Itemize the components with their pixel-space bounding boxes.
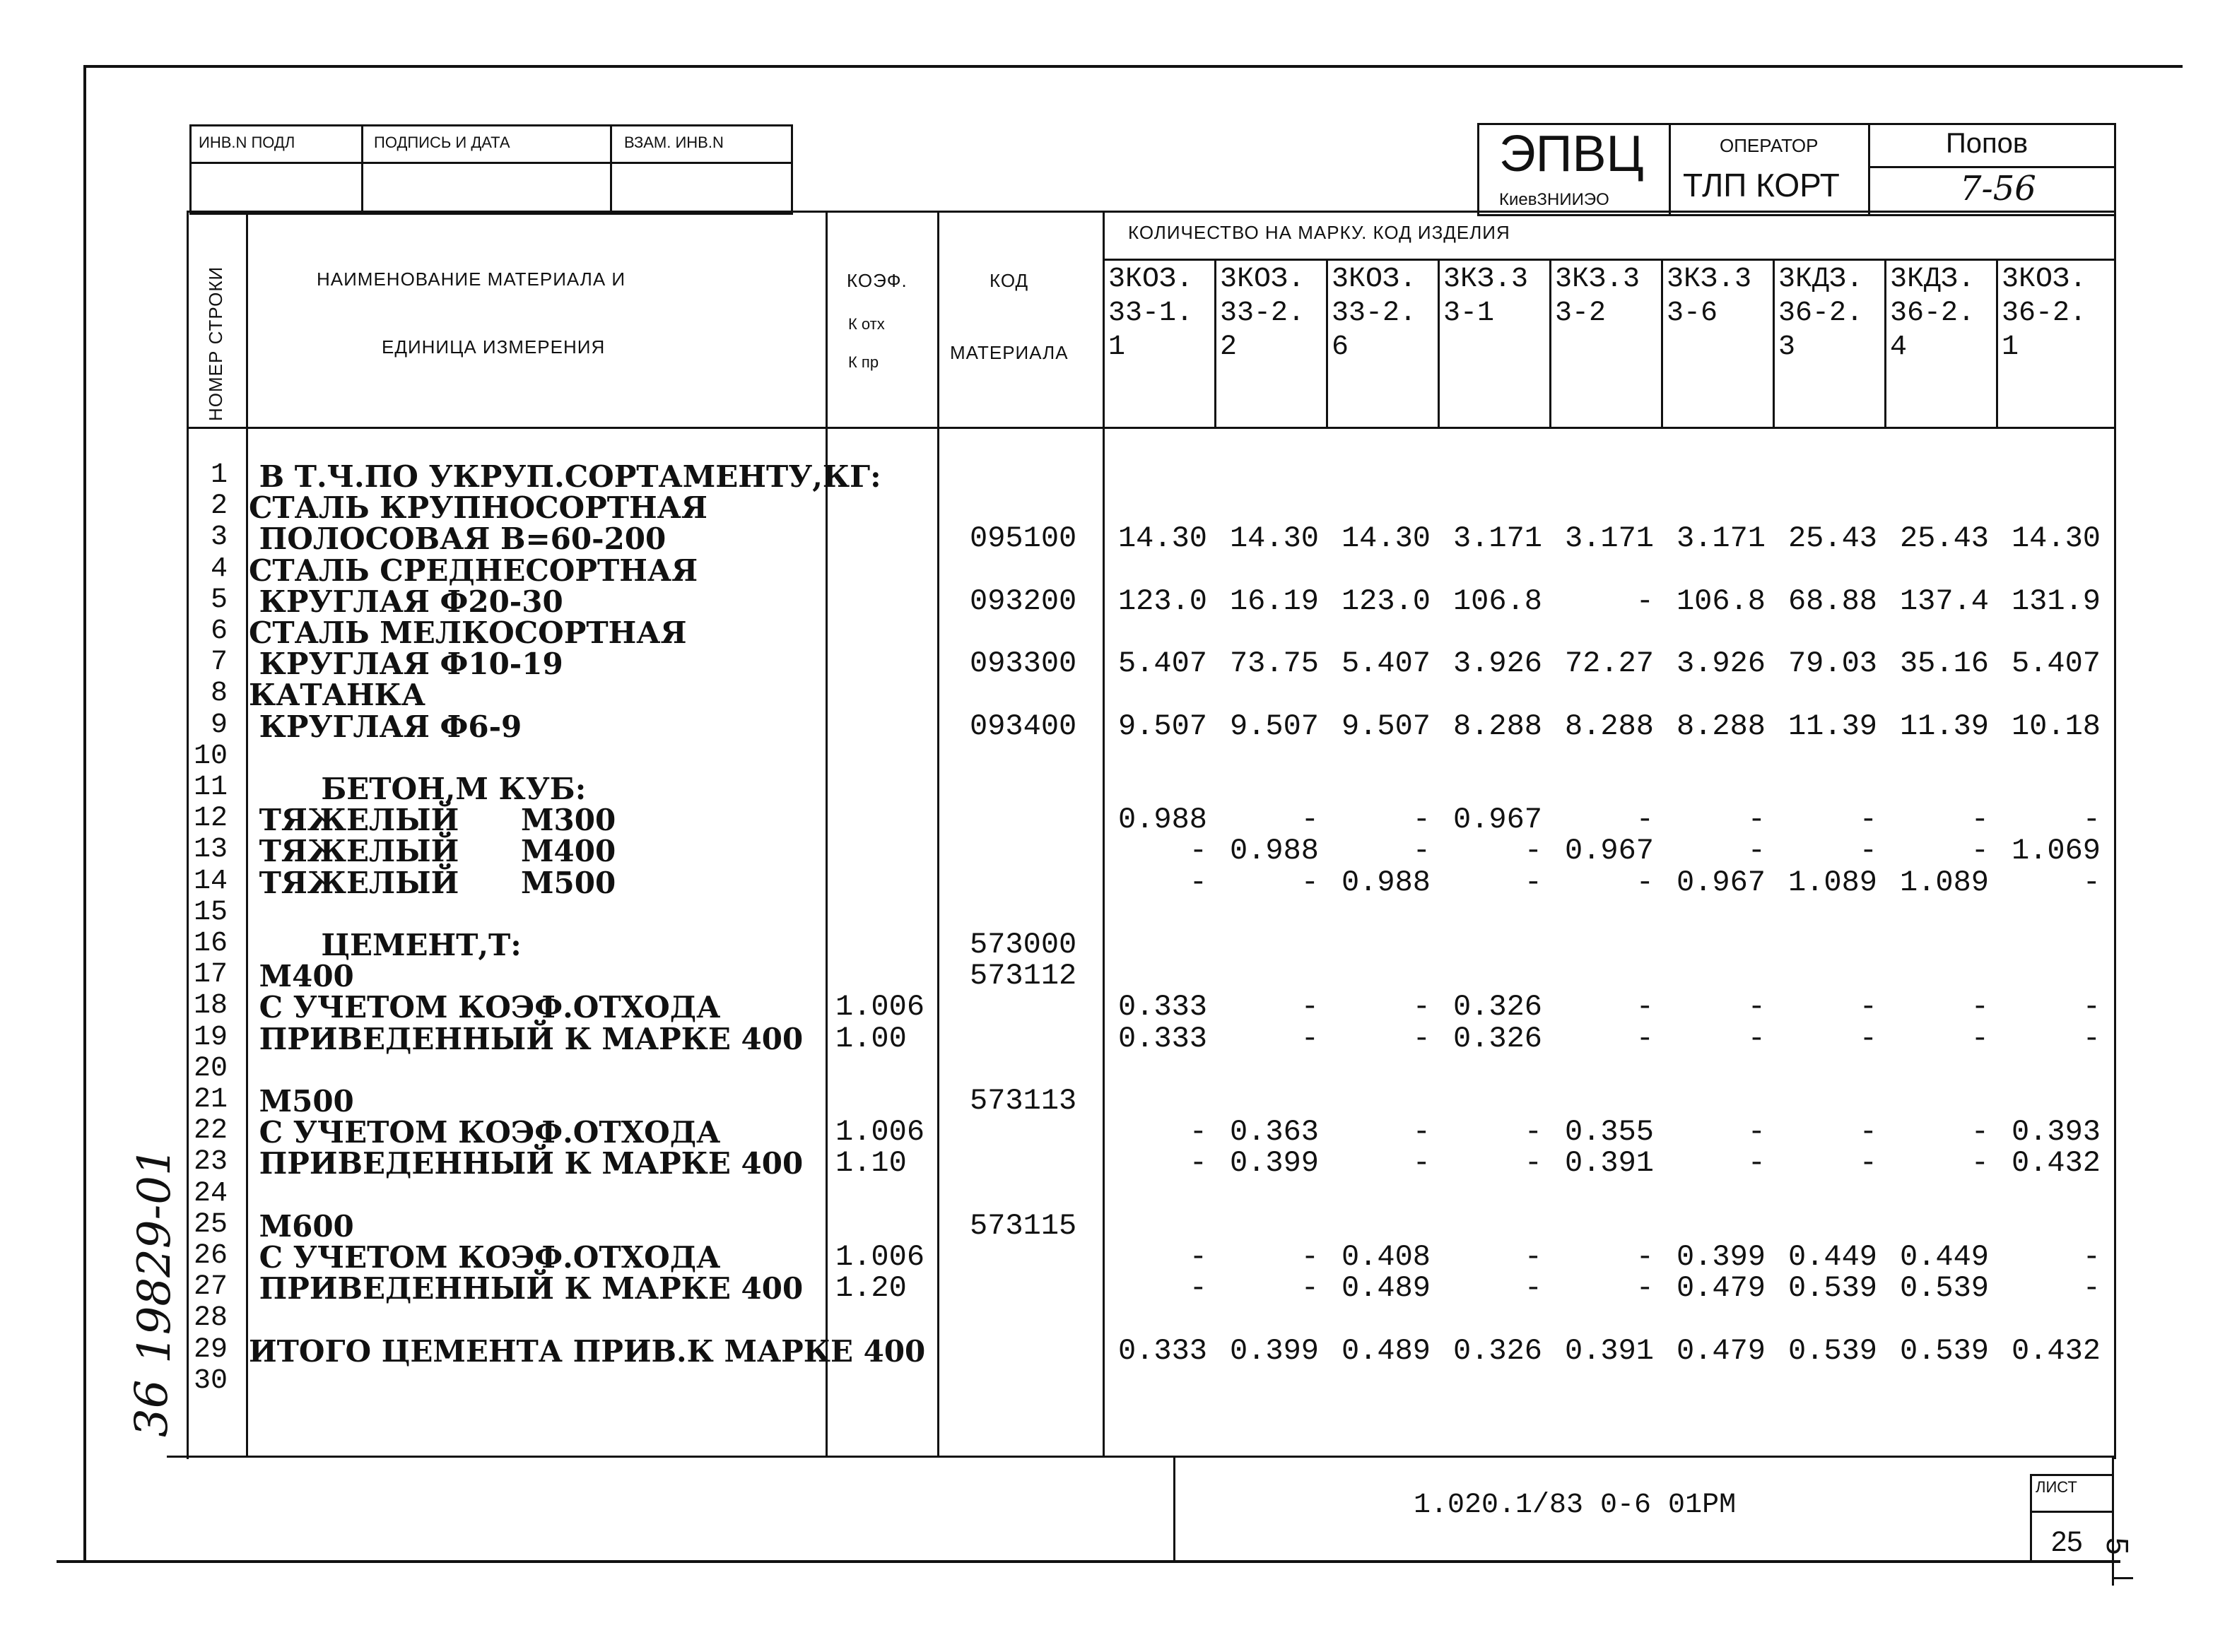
coef-header-1: КОЭФ. [847, 270, 908, 291]
quantity-cell: - [2082, 803, 2101, 837]
quantity-cell: 0.326 [1452, 990, 1542, 1024]
header-bottom-rule [187, 427, 2114, 429]
coefficient-value: 1.20 [835, 1271, 907, 1305]
quantity-cell: - [1300, 803, 1319, 837]
col-sep-q7 [1884, 259, 1886, 428]
org-sub: КиевЗНИИЭО [1499, 190, 1609, 209]
stamp-cell-replace: ВЗАМ. ИНВ.N [624, 134, 724, 151]
quantity-cell: - [1412, 1146, 1431, 1180]
row-number: 28 [193, 1302, 228, 1334]
row-number: 22 [193, 1115, 228, 1147]
quantity-cell: - [1859, 803, 1877, 837]
material-code: 093200 [970, 584, 1077, 618]
stamp-cell-signature: ПОДПИСЬ И ДАТА [374, 134, 510, 151]
col-sep-q4 [1549, 259, 1551, 428]
quantity-cell: - [1524, 1271, 1542, 1305]
quantity-cell: - [1859, 834, 1877, 868]
row-number: 20 [193, 1053, 228, 1085]
footer-bottom-tick [2112, 1577, 2133, 1579]
col-sep-coef [937, 211, 939, 1457]
product-code-header: 3КОЗ. 33-2. 6 [1332, 264, 1417, 363]
quantity-cell: 137.4 [1899, 584, 1989, 618]
margin-handwritten-number: 19829-01 [129, 1147, 181, 1364]
outer-bottom-border [57, 1560, 2120, 1563]
quantity-cell: - [1412, 834, 1431, 868]
row-number: 30 [193, 1365, 228, 1397]
quantity-cell: - [1971, 1022, 1989, 1056]
title-block [1477, 123, 2116, 216]
quantity-cell: 14.30 [2011, 521, 2101, 555]
material-name: СТАЛЬ МЕЛКОСОРТНАЯ [249, 615, 687, 650]
row-number: 11 [193, 772, 228, 803]
material-name: С УЧЕТОМ КОЭФ.ОТХОДА [249, 990, 721, 1025]
material-code: 573112 [970, 959, 1077, 993]
col-sep-rownum [246, 211, 248, 1457]
sheet-number: 25 [2051, 1526, 2083, 1557]
material-code: 573113 [970, 1084, 1077, 1118]
footer-divider [1173, 1456, 1175, 1560]
sheet-box-mid [2030, 1511, 2113, 1513]
quantity-cell: 0.391 [1564, 1146, 1654, 1180]
quantity-cell: - [1412, 990, 1431, 1024]
quantity-cell: - [1524, 866, 1542, 899]
quantity-cell: 0.539 [1899, 1271, 1989, 1305]
product-code-header: 3КЗ.3 3-2 [1555, 264, 1640, 329]
material-name: ИТОГО ЦЕМЕНТА ПРИВ.К МАРКЕ 400 [249, 1334, 926, 1369]
quantity-cell: 3.171 [1564, 521, 1654, 555]
quantity-cell: - [1300, 1240, 1319, 1274]
approval-stamp [189, 124, 793, 215]
quantity-cell: 0.988 [1229, 834, 1319, 868]
quantity-cell: - [2082, 990, 2101, 1024]
material-name: КАТАНКА [249, 678, 425, 712]
quantity-cell: - [1747, 990, 1766, 1024]
quantity-cell: 0.333 [1117, 1022, 1207, 1056]
side-sheet-mark: 5 [2100, 1538, 2135, 1555]
col-sep-q8 [1996, 259, 1998, 428]
footer-top-rule [167, 1456, 2114, 1458]
quantity-cell: 0.479 [1676, 1334, 1766, 1368]
quantity-cell: 123.0 [1341, 584, 1431, 618]
product-code-header: 3КЗ.3 3-6 [1667, 264, 1752, 329]
material-name: КРУГЛАЯ Ф20-30 [249, 584, 563, 619]
quantity-cell: 1.069 [2011, 834, 2101, 868]
row-number: 19 [193, 1022, 228, 1054]
qty-header-rule [1103, 259, 2114, 261]
quantity-cell: 5.407 [1341, 647, 1431, 680]
product-code-header: 3КОЗ. 33-2. 2 [1220, 264, 1305, 363]
quantity-cell: 73.75 [1229, 647, 1319, 680]
quantity-cell: - [1636, 866, 1654, 899]
material-name: БЕТОН,М КУБ: [249, 772, 587, 806]
row-number: 24 [193, 1178, 228, 1210]
quantity-cell: - [2082, 1240, 2101, 1274]
quantity-cell: 123.0 [1117, 584, 1207, 618]
material-name: С УЧЕТОМ КОЭФ.ОТХОДА [249, 1240, 721, 1275]
row-number: 21 [193, 1084, 228, 1116]
coefficient-value: 1.006 [835, 1115, 925, 1149]
document-code: 1.020.1/83 0-6 01РМ [1414, 1489, 1737, 1521]
row-number: 26 [193, 1240, 228, 1272]
material-name: ТЯЖЕЛЫЙ М300 [249, 803, 616, 837]
quantity-cell: 0.333 [1117, 1334, 1207, 1368]
quantity-cell: 3.171 [1452, 521, 1542, 555]
quantity-cell: 3.926 [1676, 647, 1766, 680]
quantity-cell: 106.8 [1676, 584, 1766, 618]
row-number: 1 [210, 459, 228, 491]
row-number: 29 [193, 1334, 228, 1366]
margin-handwritten-36: 36 [126, 1379, 178, 1437]
row-number: 16 [193, 928, 228, 960]
quantity-cell: - [1747, 803, 1766, 837]
material-name: СТАЛЬ СРЕДНЕСОРТНАЯ [249, 553, 698, 588]
col-sep-material [826, 211, 828, 1457]
quantity-cell: 10.18 [2011, 709, 2101, 743]
signature: 7-56 [1960, 169, 2036, 208]
quantity-cell: 0.326 [1452, 1022, 1542, 1056]
quantity-cell: 8.288 [1452, 709, 1542, 743]
row-number: 25 [193, 1209, 228, 1241]
quantity-cell: - [1636, 1271, 1654, 1305]
quantity-cell: - [1412, 803, 1431, 837]
quantity-cell: 1.089 [1899, 866, 1989, 899]
row-number: 10 [193, 741, 228, 772]
quantity-cell: - [1859, 1022, 1877, 1056]
material-name: М500 [249, 1084, 354, 1119]
quantity-cell: - [1971, 1115, 1989, 1149]
quantity-cell: - [1189, 1115, 1207, 1149]
material-name: КРУГЛАЯ Ф6-9 [249, 709, 522, 744]
quantity-cell: - [1859, 1115, 1877, 1149]
quantity-cell: 11.39 [1899, 709, 1989, 743]
quantity-cell: - [1300, 1271, 1319, 1305]
product-code-header: 3КОЗ. 33-1. 1 [1108, 264, 1194, 363]
material-code: 573000 [970, 928, 1077, 962]
quantity-cell: 0.432 [2011, 1146, 2101, 1180]
quantity-cell: 1.089 [1787, 866, 1877, 899]
quantity-cell: - [1636, 1022, 1654, 1056]
quantity-cell: - [1524, 1146, 1542, 1180]
quantity-cell: 35.16 [1899, 647, 1989, 680]
col-sep-q5 [1661, 259, 1663, 428]
material-header-line2: ЕДИНИЦА ИЗМЕРЕНИЯ [382, 336, 606, 358]
quantity-cell: 3.171 [1676, 521, 1766, 555]
col-sep-q2 [1326, 259, 1328, 428]
quantity-cell: - [1747, 1115, 1766, 1149]
material-code: 573115 [970, 1209, 1077, 1243]
material-code: 095100 [970, 521, 1077, 555]
quantity-cell: 0.391 [1564, 1334, 1654, 1368]
quantity-cell: 0.479 [1676, 1271, 1766, 1305]
material-name: ЦЕМЕНТ,Т: [249, 928, 522, 962]
quantity-cell: - [2082, 866, 2101, 899]
quantity-cell: 131.9 [2011, 584, 2101, 618]
row-number: 4 [210, 553, 228, 585]
quantity-cell: 14.30 [1341, 521, 1431, 555]
quantity-cell: - [1747, 1146, 1766, 1180]
quantity-cell: - [1747, 834, 1766, 868]
quantity-cell: - [1859, 1146, 1877, 1180]
quantity-cell: 0.539 [1787, 1271, 1877, 1305]
material-name: ТЯЖЕЛЫЙ М500 [249, 866, 616, 900]
coef-header-2: К отх [848, 315, 885, 333]
quantity-cell: 0.355 [1564, 1115, 1654, 1149]
stamp-cell-inv: ИНВ.N ПОДЛ [199, 134, 295, 151]
quantity-cell: - [1524, 1115, 1542, 1149]
operator-name: Попов [1946, 128, 2028, 159]
quantity-cell: 0.489 [1341, 1334, 1431, 1368]
coefficient-value: 1.006 [835, 1240, 925, 1274]
quantity-cell: 0.326 [1452, 1334, 1542, 1368]
quantity-cell: 0.489 [1341, 1271, 1431, 1305]
quantity-cell: 0.539 [1787, 1334, 1877, 1368]
quantity-cell: 16.19 [1229, 584, 1319, 618]
quantity-cell: 25.43 [1787, 521, 1877, 555]
row-number: 15 [193, 897, 228, 928]
quantity-cell: 106.8 [1452, 584, 1542, 618]
row-number: 23 [193, 1146, 228, 1178]
product-code-header: 3КЗ.3 3-1 [1443, 264, 1529, 329]
material-name: М600 [249, 1209, 354, 1244]
quantity-cell: 0.967 [1676, 866, 1766, 899]
quantity-cell: 25.43 [1899, 521, 1989, 555]
quantity-cell: 0.399 [1229, 1146, 1319, 1180]
quantity-cell: 0.449 [1787, 1240, 1877, 1274]
row-number: 9 [210, 709, 228, 741]
quantity-cell: - [1300, 1022, 1319, 1056]
quantity-cell: - [1189, 1240, 1207, 1274]
row-number: 12 [193, 803, 228, 834]
quantity-cell: 14.30 [1117, 521, 1207, 555]
material-code: 093300 [970, 647, 1077, 680]
row-number: 2 [210, 490, 228, 522]
product-code-header: 3КОЗ. 36-2. 1 [2002, 264, 2087, 363]
material-name: В Т.Ч.ПО УКРУП.СОРТАМЕНТУ,КГ: [249, 459, 881, 494]
quantity-cell: - [1971, 1146, 1989, 1180]
row-number: 14 [193, 866, 228, 897]
row-number: 5 [210, 584, 228, 616]
quantity-cell: 0.449 [1899, 1240, 1989, 1274]
quantity-cell: 0.363 [1229, 1115, 1319, 1149]
quantity-cell: 9.507 [1229, 709, 1319, 743]
col-sep-q3 [1438, 259, 1440, 428]
quantity-cell: - [1971, 803, 1989, 837]
operator-value: ТЛП КОРТ [1683, 167, 1840, 203]
code-header-2: МАТЕРИАЛА [950, 342, 1069, 363]
quantity-cell: - [2082, 1022, 2101, 1056]
coefficient-value: 1.00 [835, 1022, 907, 1056]
row-number: 6 [210, 615, 228, 647]
row-number: 3 [210, 521, 228, 553]
quantity-cell: - [1412, 1022, 1431, 1056]
org-main: ЭПВЦ [1499, 126, 1644, 182]
material-name: ПРИВЕДЕННЫЙ К МАРКЕ 400 [249, 1271, 804, 1306]
row-number-header: НОМЕР СТРОКИ [205, 266, 226, 421]
quantity-cell: - [1747, 1022, 1766, 1056]
quantity-cell: - [2082, 1271, 2101, 1305]
quantity-cell: 0.393 [2011, 1115, 2101, 1149]
material-name: КРУГЛАЯ Ф10-19 [249, 647, 563, 681]
quantity-cell: 14.30 [1229, 521, 1319, 555]
quantity-cell: 0.399 [1676, 1240, 1766, 1274]
material-code: 093400 [970, 709, 1077, 743]
outer-left-border [83, 65, 86, 1563]
material-name: ПРИВЕДЕННЫЙ К МАРКЕ 400 [249, 1022, 804, 1056]
quantity-cell: - [1859, 990, 1877, 1024]
row-number: 8 [210, 678, 228, 709]
quantity-cell: - [1524, 834, 1542, 868]
quantity-cell: 9.507 [1117, 709, 1207, 743]
quantity-cell: - [1189, 834, 1207, 868]
sheet-box-top [2030, 1474, 2113, 1476]
code-header-1: КОД [990, 270, 1029, 291]
material-name: ПРИВЕДЕННЫЙ К МАРКЕ 400 [249, 1146, 804, 1181]
material-header-line1: НАИМЕНОВАНИЕ МАТЕРИАЛА И [317, 269, 626, 290]
col-sep-code [1103, 211, 1105, 1457]
qty-header: КОЛИЧЕСТВО НА МАРКУ. КОД ИЗДЕЛИЯ [1128, 222, 1510, 243]
quantity-cell: 0.432 [2011, 1334, 2101, 1368]
quantity-cell: 5.407 [2011, 647, 2101, 680]
quantity-cell: 72.27 [1564, 647, 1654, 680]
product-code-header: 3КДЗ. 36-2. 4 [1890, 264, 1975, 363]
outer-top-border [83, 65, 2183, 68]
quantity-cell: - [1412, 1115, 1431, 1149]
quantity-cell: 68.88 [1787, 584, 1877, 618]
quantity-cell: 0.539 [1899, 1334, 1989, 1368]
quantity-cell: - [1524, 1240, 1542, 1274]
col-sep-q1 [1214, 259, 1216, 428]
quantity-cell: - [1971, 990, 1989, 1024]
quantity-cell: 8.288 [1564, 709, 1654, 743]
material-name: М400 [249, 959, 354, 993]
quantity-cell: 5.407 [1117, 647, 1207, 680]
material-name: С УЧЕТОМ КОЭФ.ОТХОДА [249, 1115, 721, 1150]
quantity-cell: - [1300, 866, 1319, 899]
quantity-cell: 0.988 [1341, 866, 1431, 899]
coef-header-3: К пр [848, 353, 879, 371]
quantity-cell: - [1971, 834, 1989, 868]
quantity-cell: 79.03 [1787, 647, 1877, 680]
quantity-cell: - [1189, 1146, 1207, 1180]
quantity-cell: 9.507 [1341, 709, 1431, 743]
material-name: ПОЛОСОВАЯ В=60-200 [249, 521, 667, 556]
coefficient-value: 1.10 [835, 1146, 907, 1180]
quantity-cell: - [1189, 866, 1207, 899]
quantity-cell: - [1636, 990, 1654, 1024]
coefficient-value: 1.006 [835, 990, 925, 1024]
product-code-header: 3КДЗ. 36-2. 3 [1778, 264, 1864, 363]
material-name: ТЯЖЕЛЫЙ М400 [249, 834, 616, 868]
quantity-cell: 0.408 [1341, 1240, 1431, 1274]
quantity-cell: - [1636, 584, 1654, 618]
row-number: 7 [210, 647, 228, 678]
row-number: 13 [193, 834, 228, 866]
row-number: 18 [193, 990, 228, 1022]
quantity-cell: 0.333 [1117, 990, 1207, 1024]
quantity-cell: 3.926 [1452, 647, 1542, 680]
quantity-cell: 0.988 [1117, 803, 1207, 837]
operator-label: ОПЕРАТОР [1720, 135, 1819, 156]
col-sep-q6 [1773, 259, 1775, 428]
quantity-cell: 8.288 [1676, 709, 1766, 743]
quantity-cell: 11.39 [1787, 709, 1877, 743]
quantity-cell: 0.967 [1564, 834, 1654, 868]
quantity-cell: 0.399 [1229, 1334, 1319, 1368]
row-number: 27 [193, 1271, 228, 1303]
quantity-cell: - [1636, 1240, 1654, 1274]
quantity-cell: 0.967 [1452, 803, 1542, 837]
sheet-box-left [2030, 1474, 2032, 1560]
quantity-cell: - [1636, 803, 1654, 837]
quantity-cell: - [1189, 1271, 1207, 1305]
material-name: СТАЛЬ КРУПНОСОРТНАЯ [249, 490, 707, 525]
quantity-cell: - [1300, 990, 1319, 1024]
sheet-label: ЛИСТ [2036, 1478, 2077, 1496]
row-number: 17 [193, 959, 228, 991]
